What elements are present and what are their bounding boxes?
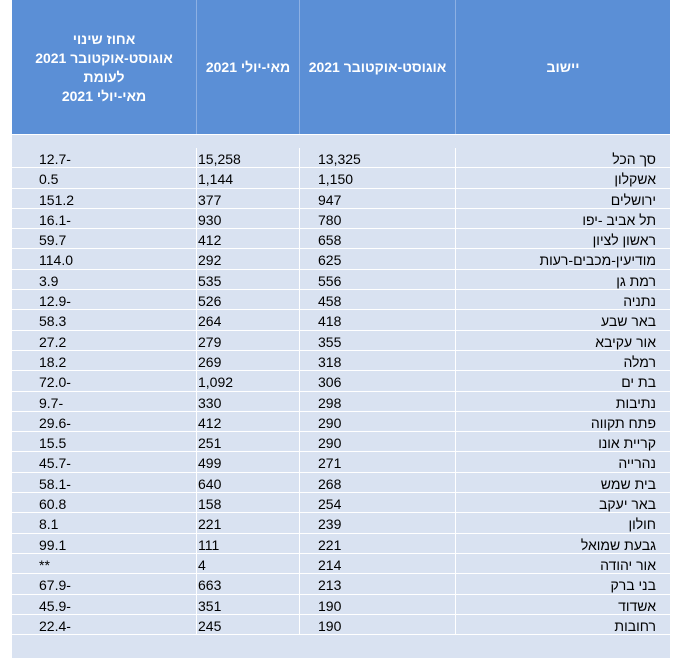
- cell-locality: באר שבע: [601, 313, 656, 330]
- cell-aug-oct: 658: [300, 229, 456, 249]
- cell-locality: באר יעקב: [599, 496, 656, 513]
- cell-change: **: [12, 554, 197, 574]
- cell-change: 58.3: [12, 310, 197, 330]
- cell-aug-oct: 290: [300, 412, 456, 432]
- cell-change: 99.1: [12, 534, 197, 554]
- cell-change: 72.0-: [12, 371, 197, 391]
- cell-aug-oct: 13,325: [300, 148, 456, 168]
- table-row: [12, 595, 670, 615]
- table-row: [12, 148, 670, 168]
- cell-change: 22.4-: [12, 615, 197, 635]
- cell-locality: פתח תקווה: [590, 414, 656, 431]
- table-row: [12, 331, 670, 351]
- table-row: [12, 412, 670, 432]
- cell-aug-oct: 947: [300, 189, 456, 209]
- cell-locality: נתניה: [623, 293, 656, 310]
- cell-may-jul: 1,144: [197, 168, 300, 188]
- cell-may-jul: 279: [197, 331, 300, 351]
- table-rows: [12, 148, 670, 635]
- cell-may-jul: 412: [197, 412, 300, 432]
- table-row: [12, 290, 670, 310]
- cell-may-jul: 663: [197, 574, 300, 594]
- table-row: [12, 351, 670, 371]
- table-row: [12, 513, 670, 533]
- cell-aug-oct: 556: [300, 270, 456, 290]
- cell-may-jul: 264: [197, 310, 300, 330]
- cell-locality: רחובות: [614, 617, 656, 634]
- cell-may-jul: 526: [197, 290, 300, 310]
- table-header: [12, 0, 670, 134]
- cell-change: 59.7: [12, 229, 197, 249]
- cell-change: 67.9-: [12, 574, 197, 594]
- cell-aug-oct: 290: [300, 432, 456, 452]
- cell-locality: אור יהודה: [600, 556, 656, 573]
- cell-aug-oct: 268: [300, 473, 456, 493]
- cell-may-jul: 245: [197, 615, 300, 635]
- cell-locality: בני ברק: [610, 577, 656, 594]
- table-row: [12, 392, 670, 412]
- cell-change: 18.2: [12, 351, 197, 371]
- cell-may-jul: 158: [197, 493, 300, 513]
- table-row: [12, 168, 670, 188]
- table-row: [12, 615, 670, 635]
- cell-change: 29.6-: [12, 412, 197, 432]
- table-row: [12, 554, 670, 574]
- cell-may-jul: 251: [197, 432, 300, 452]
- cell-change: 9.7-: [12, 392, 197, 412]
- table-row: [12, 209, 670, 229]
- cell-change: 45.7-: [12, 452, 197, 472]
- cell-aug-oct: 1,150: [300, 168, 456, 188]
- cell-aug-oct: 190: [300, 615, 456, 635]
- table-row: [12, 270, 670, 290]
- cell-may-jul: 330: [197, 392, 300, 412]
- cell-aug-oct: 221: [300, 534, 456, 554]
- cell-locality: אשקלון: [614, 171, 656, 188]
- cell-change: 15.5: [12, 432, 197, 452]
- cell-may-jul: 111: [197, 534, 300, 554]
- cell-aug-oct: 190: [300, 595, 456, 615]
- cell-change: 58.1-: [12, 473, 197, 493]
- cell-aug-oct: 254: [300, 493, 456, 513]
- cell-change: 0.5: [12, 168, 197, 188]
- cell-locality: קריית אונו: [598, 435, 656, 452]
- cell-may-jul: 640: [197, 473, 300, 493]
- cell-aug-oct: 298: [300, 392, 456, 412]
- cell-aug-oct: 214: [300, 554, 456, 574]
- cell-may-jul: 499: [197, 452, 300, 472]
- table-row: [12, 229, 670, 249]
- cell-change: 27.2: [12, 331, 197, 351]
- cell-aug-oct: 239: [300, 513, 456, 533]
- table-row: [12, 432, 670, 452]
- cell-may-jul: 4: [197, 554, 300, 574]
- cell-change: 3.9: [12, 270, 197, 290]
- cell-change: 114.0: [12, 249, 197, 269]
- cell-may-jul: 351: [197, 595, 300, 615]
- cell-locality: ראשון לציון: [592, 232, 656, 249]
- header-may-jul: מאי-יולי 2021: [197, 0, 300, 134]
- cell-locality: נתיבות: [615, 394, 656, 411]
- cell-locality: מודיעין-מכבים-רעות: [539, 252, 656, 269]
- cell-locality: תל אביב -יפו: [582, 211, 656, 228]
- cell-change: 8.1: [12, 513, 197, 533]
- cell-change: 60.8: [12, 493, 197, 513]
- cell-locality: חולון: [628, 516, 656, 533]
- cell-aug-oct: 271: [300, 452, 456, 472]
- header-change: אחוז שינוי אוגוסט-אוקטובר 2021 לעומת מאי-יולי 2021: [12, 0, 197, 134]
- cell-locality: סך הכל: [612, 151, 656, 167]
- cell-may-jul: 269: [197, 351, 300, 371]
- header-locality: יישוב: [546, 58, 580, 75]
- cell-aug-oct: 625: [300, 249, 456, 269]
- cell-may-jul: 292: [197, 249, 300, 269]
- cell-locality: בת ים: [621, 374, 656, 391]
- cell-may-jul: 930: [197, 209, 300, 229]
- cell-locality: גבעת שמואל: [580, 536, 656, 553]
- cell-aug-oct: 318: [300, 351, 456, 371]
- table-row: [12, 473, 670, 493]
- cell-aug-oct: 780: [300, 209, 456, 229]
- cell-locality: נהרייה: [618, 455, 656, 472]
- table-row: [12, 249, 670, 269]
- cell-aug-oct: 355: [300, 331, 456, 351]
- cell-change: 12.9-: [12, 290, 197, 310]
- cell-aug-oct: 458: [300, 290, 456, 310]
- cell-locality: רמת גן: [616, 272, 656, 289]
- cell-may-jul: 377: [197, 189, 300, 209]
- table-row: [12, 189, 670, 209]
- cell-aug-oct: 418: [300, 310, 456, 330]
- cell-may-jul: 535: [197, 270, 300, 290]
- table-body: [12, 134, 670, 658]
- cell-may-jul: 15,258: [197, 148, 300, 168]
- table-row: [12, 371, 670, 391]
- data-table: [12, 0, 670, 657]
- table-row: [12, 310, 670, 330]
- table-row: [12, 493, 670, 513]
- cell-may-jul: 221: [197, 513, 300, 533]
- cell-locality: אשדוד: [618, 597, 656, 614]
- cell-may-jul: 412: [197, 229, 300, 249]
- cell-change: 151.2: [12, 189, 197, 209]
- cell-aug-oct: 213: [300, 574, 456, 594]
- cell-locality: ירושלים: [610, 191, 656, 208]
- cell-change: 45.9-: [12, 595, 197, 615]
- header-aug-oct: אוגוסט-אוקטובר 2021: [300, 0, 456, 134]
- table-row: [12, 574, 670, 594]
- cell-change: 16.1-: [12, 209, 197, 229]
- table-row: [12, 534, 670, 554]
- table-row: [12, 452, 670, 472]
- cell-locality: אור עקיבא: [595, 333, 656, 350]
- cell-locality: בית שמש: [600, 475, 656, 492]
- cell-may-jul: 1,092: [197, 371, 300, 391]
- cell-change: 12.7-: [12, 148, 197, 168]
- cell-locality: רמלה: [623, 353, 656, 370]
- cell-aug-oct: 306: [300, 371, 456, 391]
